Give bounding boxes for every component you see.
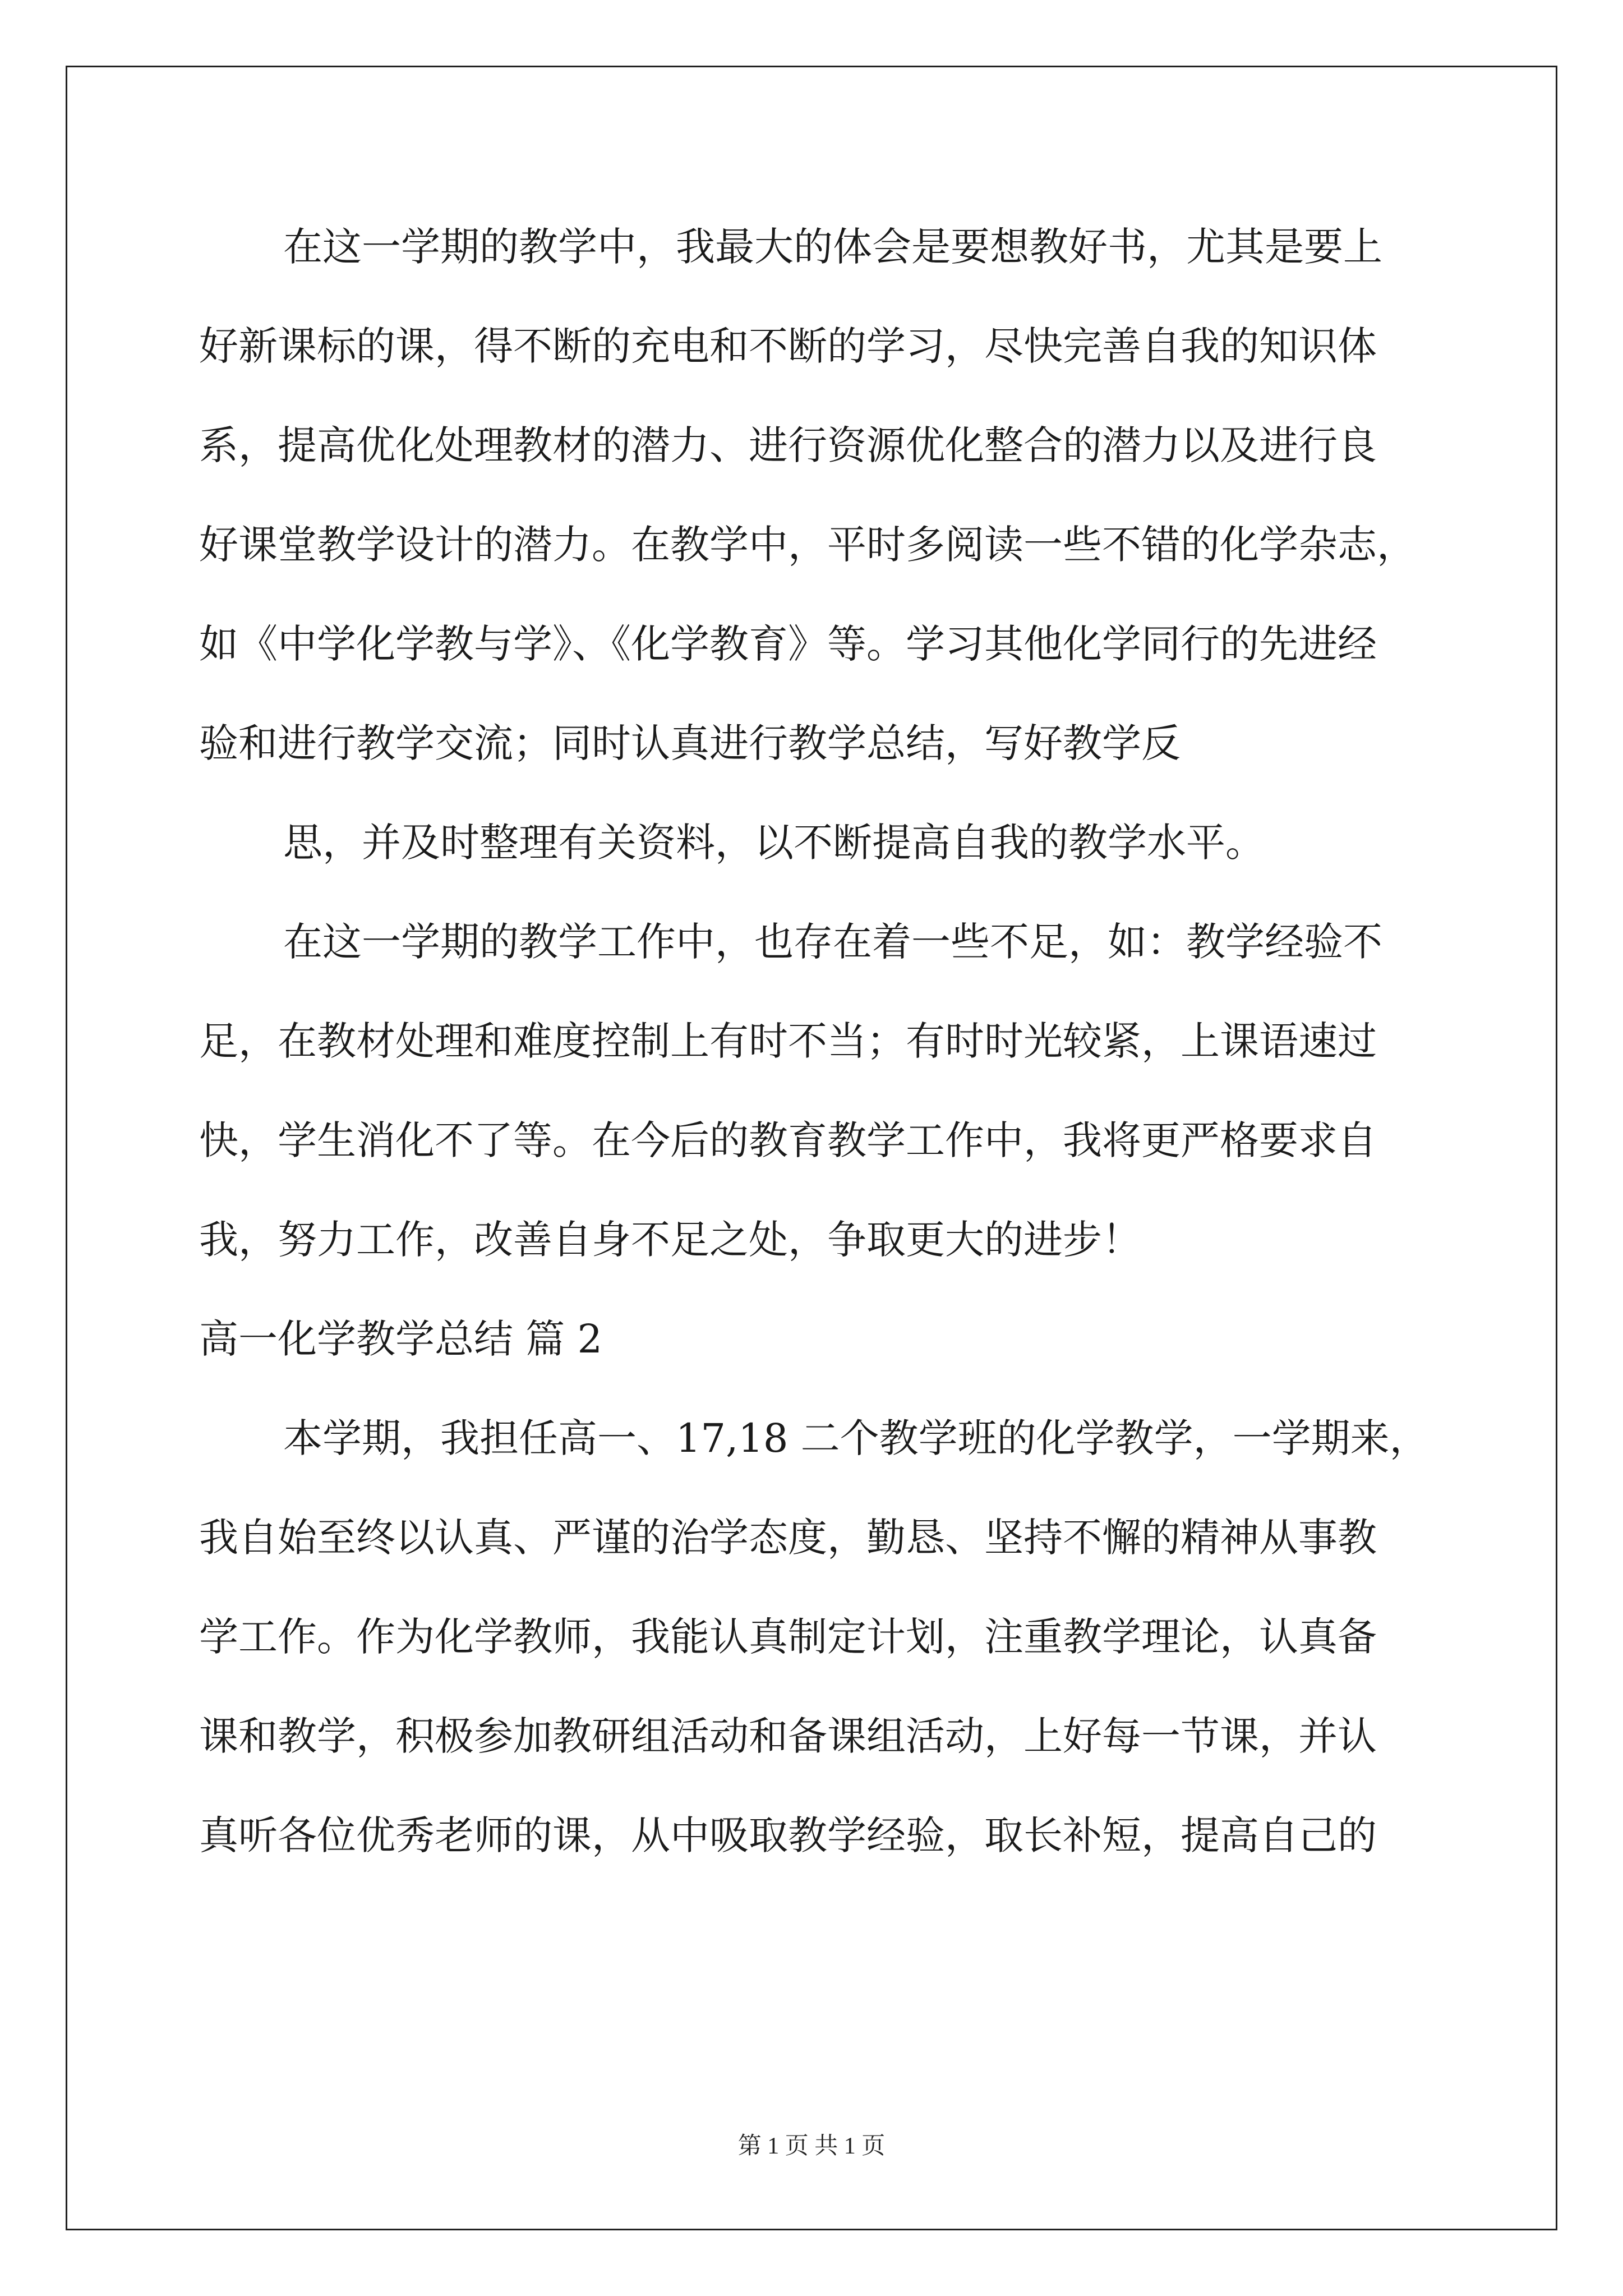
paragraph-line: 真听各位优秀老师的课，从中吸取教学经验，取长补短，提高自己的: [199, 1812, 1377, 1858]
page-footer: 第 1 页 共 1 页: [737, 2133, 886, 2159]
paragraph-line: 快，学生消化不了等。在今后的教育教学工作中，我将更严格要求自: [199, 1117, 1377, 1163]
paragraph-line: 验和进行教学交流；同时认真进行教学总结，写好教学反: [199, 720, 1181, 766]
paragraph-line: 我，努力工作，改善自身不足之处，争取更大的进步！: [199, 1217, 1141, 1263]
paragraph-line: 好课堂教学设计的潜力。在教学中，平时多阅读一些不错的化学杂志，: [199, 522, 1416, 568]
paragraph-line: 在这一学期的教学中，我最大的体会是要想教好书，尤其是要上: [283, 224, 1382, 270]
paragraph-line: 好新课标的课，得不断的充电和不断的学习，尽快完善自我的知识体: [199, 323, 1377, 369]
section-heading: 高一化学教学总结 篇 2: [199, 1316, 603, 1362]
paragraph-line: 我自始至终以认真、严谨的治学态度，勤恳、坚持不懈的精神从事教: [199, 1515, 1377, 1561]
paragraph-line: 学工作。作为化学教师，我能认真制定计划，注重教学理论，认真备: [199, 1614, 1377, 1660]
paragraph-line: 课和教学，积极参加教研组活动和备课组活动，上好每一节课，并认: [199, 1713, 1377, 1759]
paragraph-line: 在这一学期的教学工作中，也存在着一些不足，如：教学经验不: [283, 919, 1382, 965]
paragraph-line: 本学期，我担任高一、17,18 二个教学班的化学教学，一学期来，: [283, 1415, 1429, 1461]
paragraph-line: 足，在教材处理和难度控制上有时不当；有时时光较紧，上课语速过: [199, 1018, 1377, 1064]
paragraph-line: 如《中学化学教与学》、《化学教育》等。学习其他化学同行的先进经: [199, 621, 1377, 667]
paragraph-line: 思，并及时整理有关资料，以不断提高自我的教学水平。: [283, 820, 1265, 866]
paragraph-line: 系，提高优化处理教材的潜力、进行资源优化整合的潜力以及进行良: [199, 422, 1377, 468]
